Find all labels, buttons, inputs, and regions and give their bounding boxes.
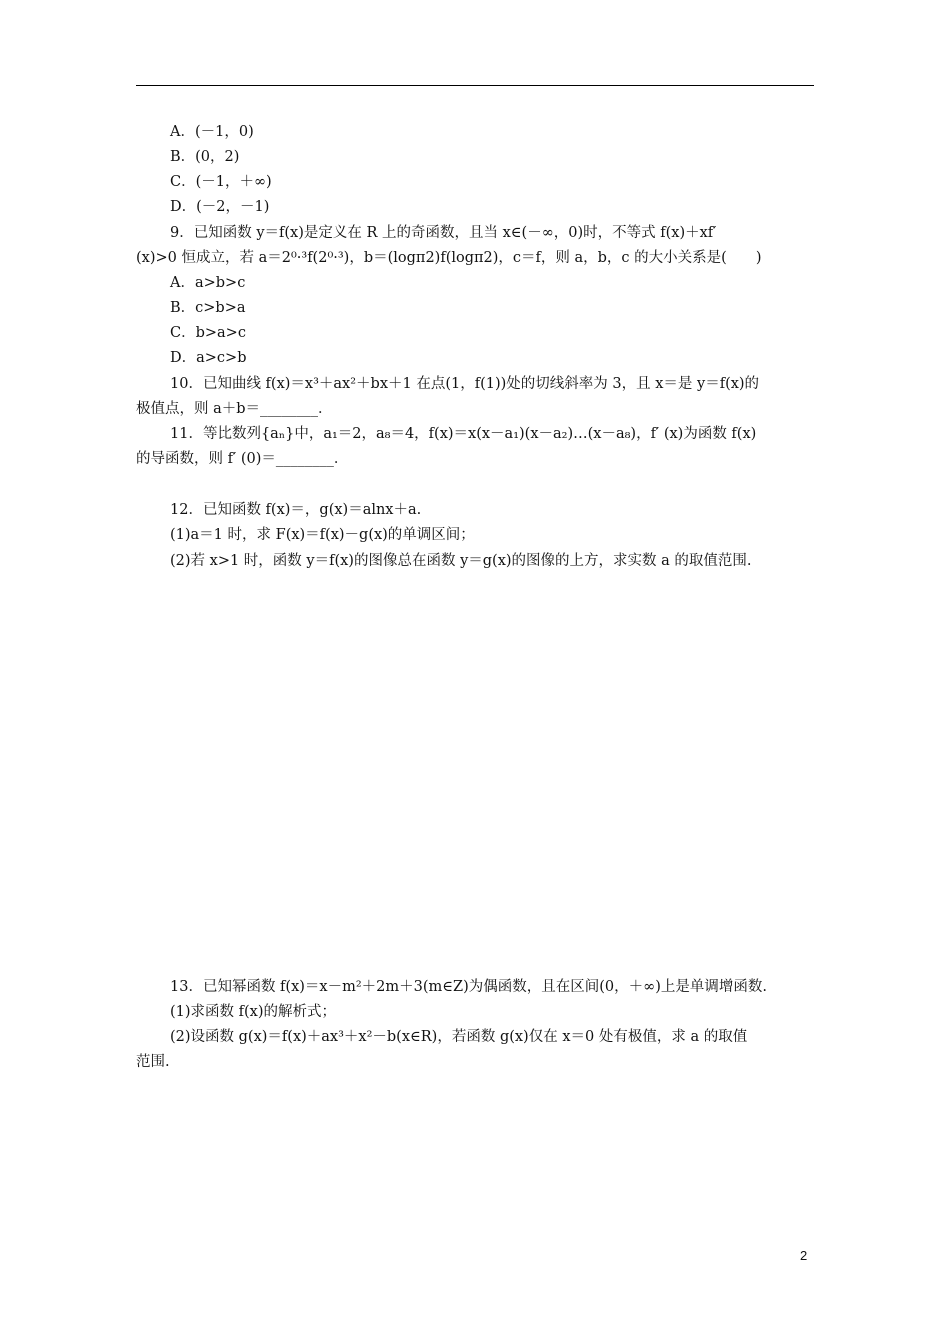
q12-part1: (1)a＝1 时，求 F(x)＝f(x)－g(x)的单调区间； <box>170 527 475 543</box>
q9-option-d: D．a>c>b <box>170 350 247 366</box>
header-rule <box>136 85 814 86</box>
q8-option-b: B．(0，2) <box>170 149 240 165</box>
q10-stem-line1: 10．已知曲线 f(x)＝x³＋ax²＋bx＋1 在点(1，f(1))处的切线斜率为 3，且 x＝是 y＝f(x)的 <box>170 376 760 392</box>
q11-stem-line1: 11．等比数列{aₙ}中，a₁＝2，a₈＝4，f(x)＝x(x－a₁)(x－a₂)…(x－a₈)，f′ (x)为函数 f(x) <box>170 426 757 442</box>
q9-option-b: B．c>b>a <box>170 300 246 316</box>
q8-option-a: A．(－1，0) <box>170 124 254 140</box>
q9-stem-line2: (x)>0 恒成立，若 a＝2⁰·³f(2⁰·³)，b＝(logπ2)f(logπ2)，c＝f，则 a，b，c 的大小关系是( ) <box>136 250 762 266</box>
q8-option-c: C．(－1，＋∞) <box>170 174 272 190</box>
q8-option-d: D．(－2，－1) <box>170 199 270 215</box>
q12-part2: (2)若 x>1 时，函数 y＝f(x)的图像总在函数 y＝g(x)的图像的上方，求实数 a 的取值范围. <box>170 553 752 569</box>
q13-part1: (1)求函数 f(x)的解析式； <box>170 1004 337 1020</box>
q9-stem-line1: 9．已知函数 y＝f(x)是定义在 R 上的奇函数，且当 x∈(－∞，0)时，不等式 f(x)＋xf′ <box>170 225 717 241</box>
q9-option-c: C．b>a>c <box>170 325 246 341</box>
q10-stem-line2: 极值点，则 a＋b＝________． <box>136 401 333 417</box>
q13-part2-line2: 范围. <box>136 1054 170 1070</box>
q11-stem-line2: 的导函数，则 f′ (0)＝________． <box>136 451 349 467</box>
q12-stem: 12．已知函数 f(x)＝，g(x)＝alnx＋a. <box>170 502 422 518</box>
q13-part2-line1: (2)设函数 g(x)＝f(x)＋ax³＋x²－b(x∈R)，若函数 g(x)仅在 x＝0 处有极值，求 a 的取值 <box>170 1029 748 1045</box>
page-number: 2 <box>800 1248 808 1263</box>
q9-option-a: A．a>b>c <box>170 275 246 291</box>
q13-stem: 13．已知幂函数 f(x)＝x－m²＋2m＋3(m∈Z)为偶函数，且在区间(0，＋∞)上是单调增函数. <box>170 979 767 995</box>
